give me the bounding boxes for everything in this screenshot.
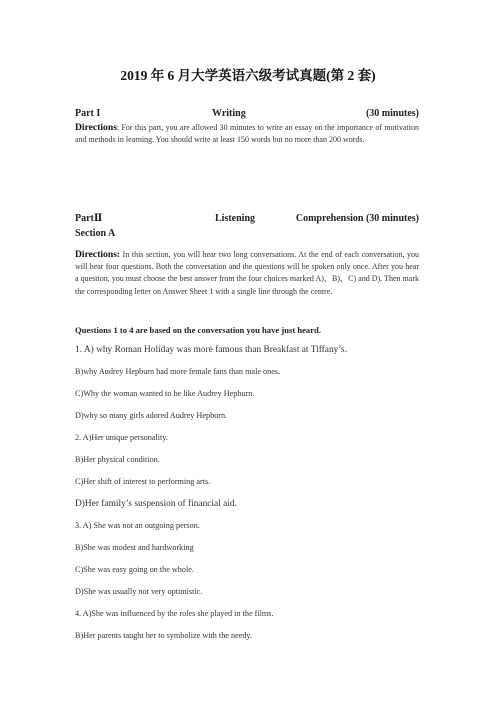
- question-line: D)She was usually not very optimistic.: [75, 587, 203, 596]
- section-a-heading: Section A: [75, 228, 116, 239]
- part2-name: Listening: [215, 213, 256, 224]
- question-line: 3. A) She was not an outgoing person.: [75, 521, 200, 530]
- part2-header: [75, 213, 419, 227]
- question-line: B)Her parents taught her to symbolize with the needy.: [75, 631, 253, 640]
- part1-directions: [75, 122, 419, 146]
- part1-time: (30 minutes): [365, 108, 419, 119]
- question-line: 2. A)Her unique personality.: [75, 433, 168, 442]
- question-line: B)why Audrey Hepburn had more female fans than male ones.: [75, 367, 281, 376]
- question-line: C)Her shift of interest to performing arts.: [75, 477, 211, 486]
- document-title: 2019 年 6 月大学英语六级考试真题(第 2 套): [120, 68, 376, 83]
- question-line: 1. A) why Roman Holiday was more famous than Breakfast at Tiffany’s.: [75, 345, 347, 355]
- part2-label: PartⅡ: [75, 213, 103, 224]
- question-line: B)She was modest and hardworking: [75, 543, 194, 552]
- directions-text: In this section, you will hear two long conversations. At the end of each conversation, you will hear four questions. Both the conversation and the questions will be spoken only once. After you hear a question, you must choose the best answer from the four choices marked A)，B)，C) and D). Then mark the corresponding letter on Answer Sheet 1 with a single line through the centre.: [75, 250, 419, 296]
- question-line: B)Her physical condition.: [75, 455, 160, 464]
- part1-header: [75, 108, 419, 122]
- part2-name2: Comprehension (30 minutes): [295, 213, 419, 224]
- question-line: D)Her family’s suspension of financial aid.: [75, 499, 237, 509]
- directions-label: Directions:: [75, 249, 121, 260]
- part1-name: Writing: [212, 108, 246, 119]
- question-line: D)why so many girls adored Audrey Hepburn.: [75, 411, 228, 420]
- part1-label: Part I: [75, 108, 101, 119]
- directions-text: : For this part, you are allowed 30 minutes to write an essay on the importance of motivation and methods in learning. You should write at least 150 words but no more than 200 words.: [75, 123, 419, 145]
- directions-label: Directions: [75, 122, 117, 133]
- question-line: C)Why the woman wanted to be like Audrey Hepburn.: [75, 389, 255, 398]
- part2-directions: [75, 249, 419, 298]
- questions-heading: Questions 1 to 4 are based on the conversation you have just heard.: [75, 325, 321, 335]
- question-line: 4. A)She was influenced by the roles she played in the films.: [75, 609, 274, 618]
- question-line: C)She was easy going on the whole.: [75, 565, 194, 574]
